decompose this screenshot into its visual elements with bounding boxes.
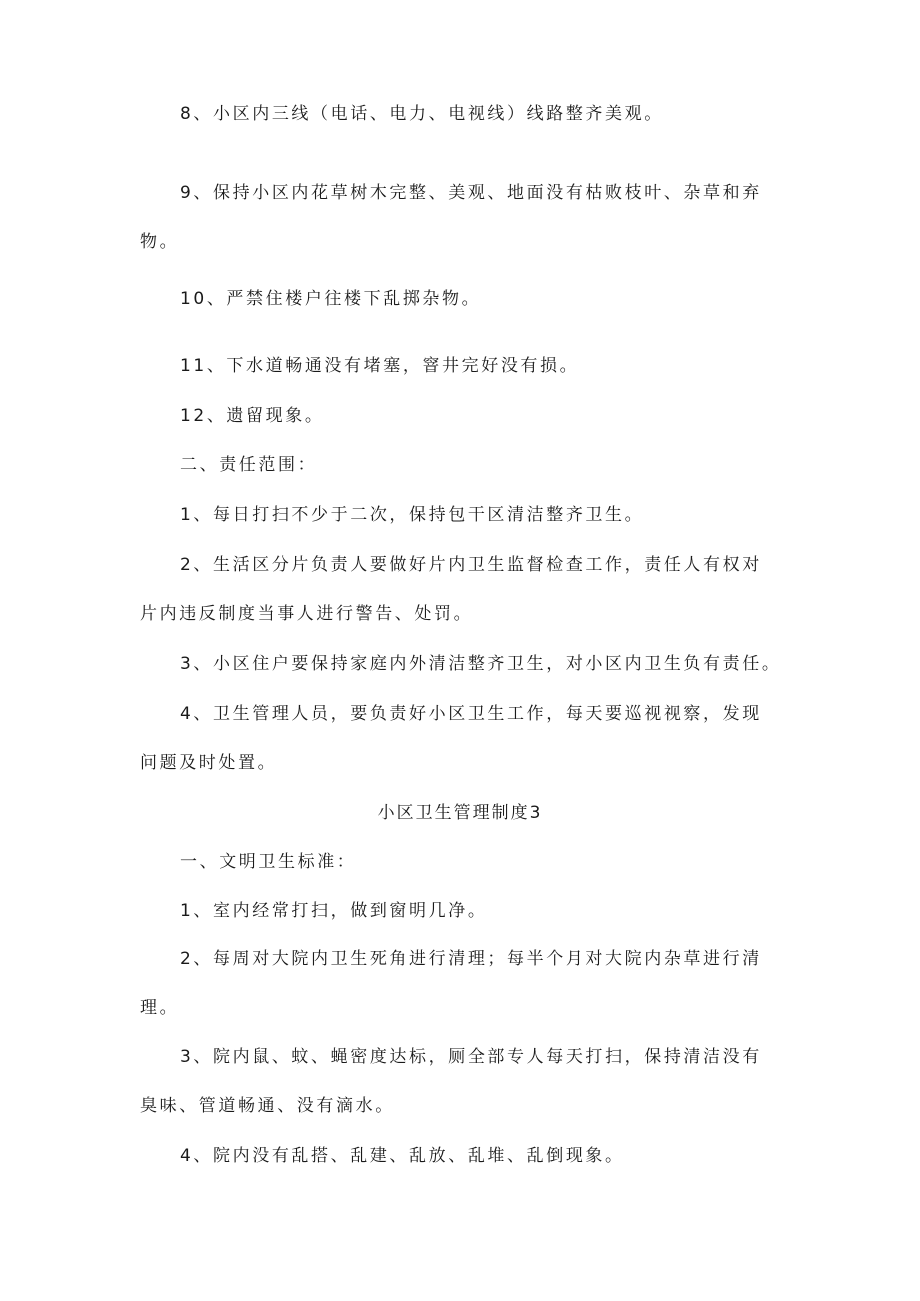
paragraph-8: 8、小区内三线（电话、电力、电视线）线路整齐美观。 xyxy=(180,104,664,124)
responsibility-item-3: 3、小区住户要保持家庭内外清洁整齐卫生，对小区内卫生负有责任。 xyxy=(180,654,782,674)
paragraph-10: 10、严禁住楼户往楼下乱掷杂物。 xyxy=(180,289,482,309)
paragraph-12: 12、遗留现象。 xyxy=(180,406,325,426)
section-heading-standards: 一、文明卫生标准： xyxy=(180,852,357,872)
paragraph-9: 9、保持小区内花草树木完整、美观、地面没有枯败枝叶、杂草和弃 xyxy=(180,183,762,203)
standards-item-2-continued: 理。 xyxy=(140,998,180,1018)
paragraph-11: 11、下水道畅通没有堵塞，窨井完好没有损。 xyxy=(180,356,580,376)
standards-item-3: 3、院内鼠、蚊、蝇密度达标，厕全部专人每天打扫，保持清洁没有 xyxy=(180,1047,762,1067)
responsibility-item-4: 4、卫生管理人员，要负责好小区卫生工作，每天要巡视视察，发现 xyxy=(180,704,762,724)
responsibility-item-4-continued: 问题及时处置。 xyxy=(140,753,278,773)
responsibility-item-2-continued: 片内违反制度当事人进行警告、处罚。 xyxy=(140,604,474,624)
standards-item-3-continued: 臭味、管道畅通、没有滴水。 xyxy=(140,1096,395,1116)
standards-item-2: 2、每周对大院内卫生死角进行清理；每半个月对大院内杂草进行清 xyxy=(180,949,762,969)
responsibility-item-2: 2、生活区分片负责人要做好片内卫生监督检查工作，责任人有权对 xyxy=(180,555,762,575)
paragraph-9-continued: 物。 xyxy=(140,232,180,252)
standards-item-1: 1、室内经常打扫，做到窗明几净。 xyxy=(180,901,488,921)
responsibility-item-1: 1、每日打扫不少于二次，保持包干区清洁整齐卫生。 xyxy=(180,505,645,525)
standards-item-4: 4、院内没有乱搭、乱建、乱放、乱堆、乱倒现象。 xyxy=(180,1146,625,1166)
section-heading-responsibility: 二、责任范围： xyxy=(180,455,318,475)
page-title: 小区卫生管理制度3 xyxy=(377,803,543,823)
